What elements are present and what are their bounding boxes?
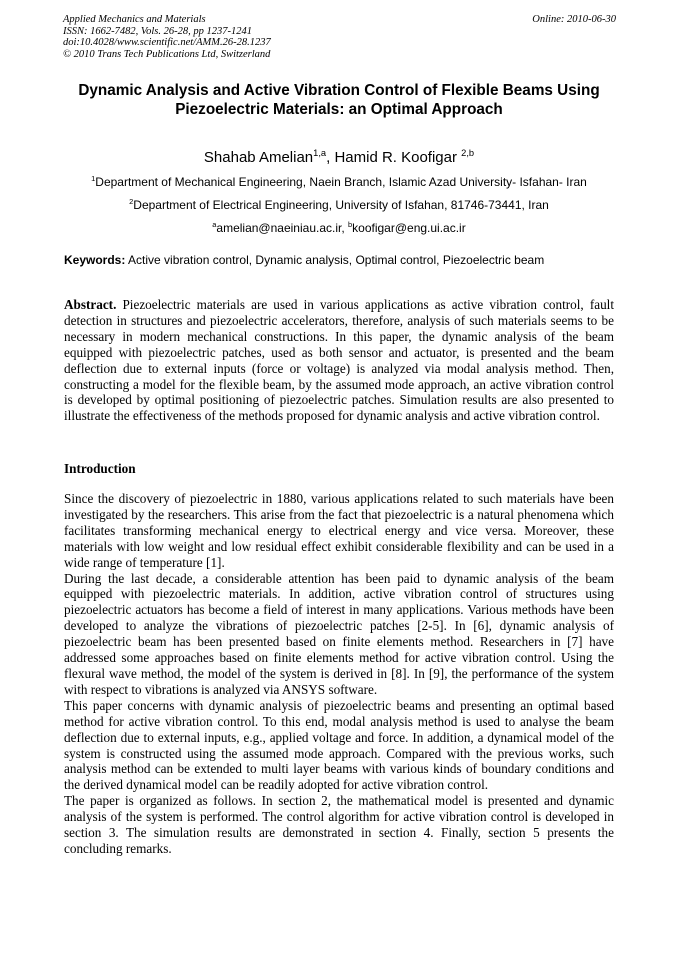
keywords-text: Active vibration control, Dynamic analysis, Optimal control, Piezoelectric beam	[125, 253, 545, 267]
online-date: Online: 2010-06-30	[532, 14, 616, 25]
keywords-label: Keywords:	[64, 253, 126, 267]
title-line-1: Dynamic Analysis and Active Vibration Control of Flexible Beams Using	[78, 82, 600, 99]
affiliation-1	[40, 175, 638, 189]
author-2: Hamid R. Koofigar	[334, 149, 462, 166]
introduction-heading: Introduction	[64, 461, 136, 476]
affiliation-2-text: Department of Electrical Engineering, University of Isfahan, 81746-73441, Iran	[133, 198, 549, 212]
journal-header	[63, 14, 271, 60]
author-1-superscript: 1,a	[313, 148, 327, 158]
affiliation-1-marker: 1	[91, 174, 96, 183]
title-line-2: Piezoelectric Materials: an Optimal Approach	[175, 101, 503, 118]
author-separator: ,	[326, 149, 335, 166]
email-a-marker: a	[212, 220, 217, 229]
keywords	[64, 253, 544, 267]
intro-paragraph-4: The paper is organized as follows. In section 2, the mathematical model is presented and dynamic analysis of the system is performed. The control algorithm for active vibration control is developed in section 3. The simulation results are demonstrated in section 4. Finally, section 5 presents the concluding remarks.	[64, 793, 614, 856]
affiliation-1-text: Department of Mechanical Engineering, Naein Branch, Islamic Azad University- Isfahan- Iran	[95, 175, 587, 189]
affiliation-2	[40, 198, 638, 212]
issn-line: ISSN: 1662-7482, Vols. 26-28, pp 1237-1241	[63, 25, 252, 37]
intro-paragraph-3: This paper concerns with dynamic analysis of piezoelectric beams and presenting an optimal based method for active vibration control. To this end, modal analysis method is used to analyse the beam deflection due to external inputs, e.g., applied voltage and force. In addition, a dynamical model of the system is constructed using the assumed mode approach. Compared with the previous works, such analysis method can be extended to multi layer beams with various kinds of boundary conditions and the derived dynamical model can be readily adopted for active vibration control.	[64, 697, 614, 793]
abstract-label: Abstract.	[64, 297, 117, 312]
email-b[interactable]: koofigar@eng.ui.ac.ir	[352, 221, 466, 235]
journal-name: Applied Mechanics and Materials	[63, 14, 206, 25]
author-list	[40, 149, 638, 167]
author-1: Shahab Amelian	[203, 149, 314, 166]
introduction-body	[64, 491, 614, 857]
paper-title	[40, 81, 638, 119]
author-emails	[40, 221, 638, 235]
email-a[interactable]: amelian@naeiniau.ac.ir,	[216, 221, 348, 235]
copyright-line: © 2010 Trans Tech Publications Ltd, Switzerland	[63, 48, 271, 60]
affiliation-2-marker: 2	[129, 197, 134, 206]
intro-paragraph-1: Since the discovery of piezoelectric in 1880, various applications related to such materials have been investigated by the researchers. This arise from the fact that piezoelectric is a natural phenomena which facilitates transforming mechanical energy to electrical energy and vice versa. Moreover, these materials with low weight and low residual effect exhibit considerable flexibility and can be used in a wide range of temperature [1].	[64, 491, 614, 570]
author-2-superscript: 2,b	[461, 148, 475, 158]
doi-line: doi:10.4028/www.scientific.net/AMM.26-28.1237	[63, 37, 271, 48]
intro-paragraph-2: During the last decade, a considerable attention has been paid to dynamic analysis of the beam equipped with piezoelectric materials. In addition, active vibration control of structures using piezoelectric actuators has become a field of interest in many applications. Various methods have been developed to analyze the vibrations of piezoelectric patches [2-5]. In [6], dynamic analysis of piezoelectric beam has been presented based on finite elements method. Researchers in [7] have addressed some approaches based on finite elements method for active vibration control. Using the flexural wave method, the model of the system is derived in [8]. In [9], the performance of the system with respect to vibrations is analyzed via ANSYS software.	[64, 570, 614, 697]
email-b-marker: b	[348, 220, 353, 229]
abstract-text: Piezoelectric materials are used in various applications as active vibration control, fault detection in structures and piezoelectric accelerators, therefore, analysis of such materials seems to be necessary in modern mechanical constructions. In this paper, the dynamic analysis of the beam equipped with piezoelectric patches, used as both sensor and actuator, is presented and the beam deflection due to external inputs (force or voltage) is analyzed via modal analysis method. Then, constructing a model for the flexible beam, by the assumed mode approach, an active vibration control is developed by optimal positioning of piezoelectric patches. Simulation results are also presented to illustrate the effectiveness of the methods proposed for dynamic analysis and active vibration control.	[64, 297, 614, 424]
abstract	[64, 297, 614, 424]
